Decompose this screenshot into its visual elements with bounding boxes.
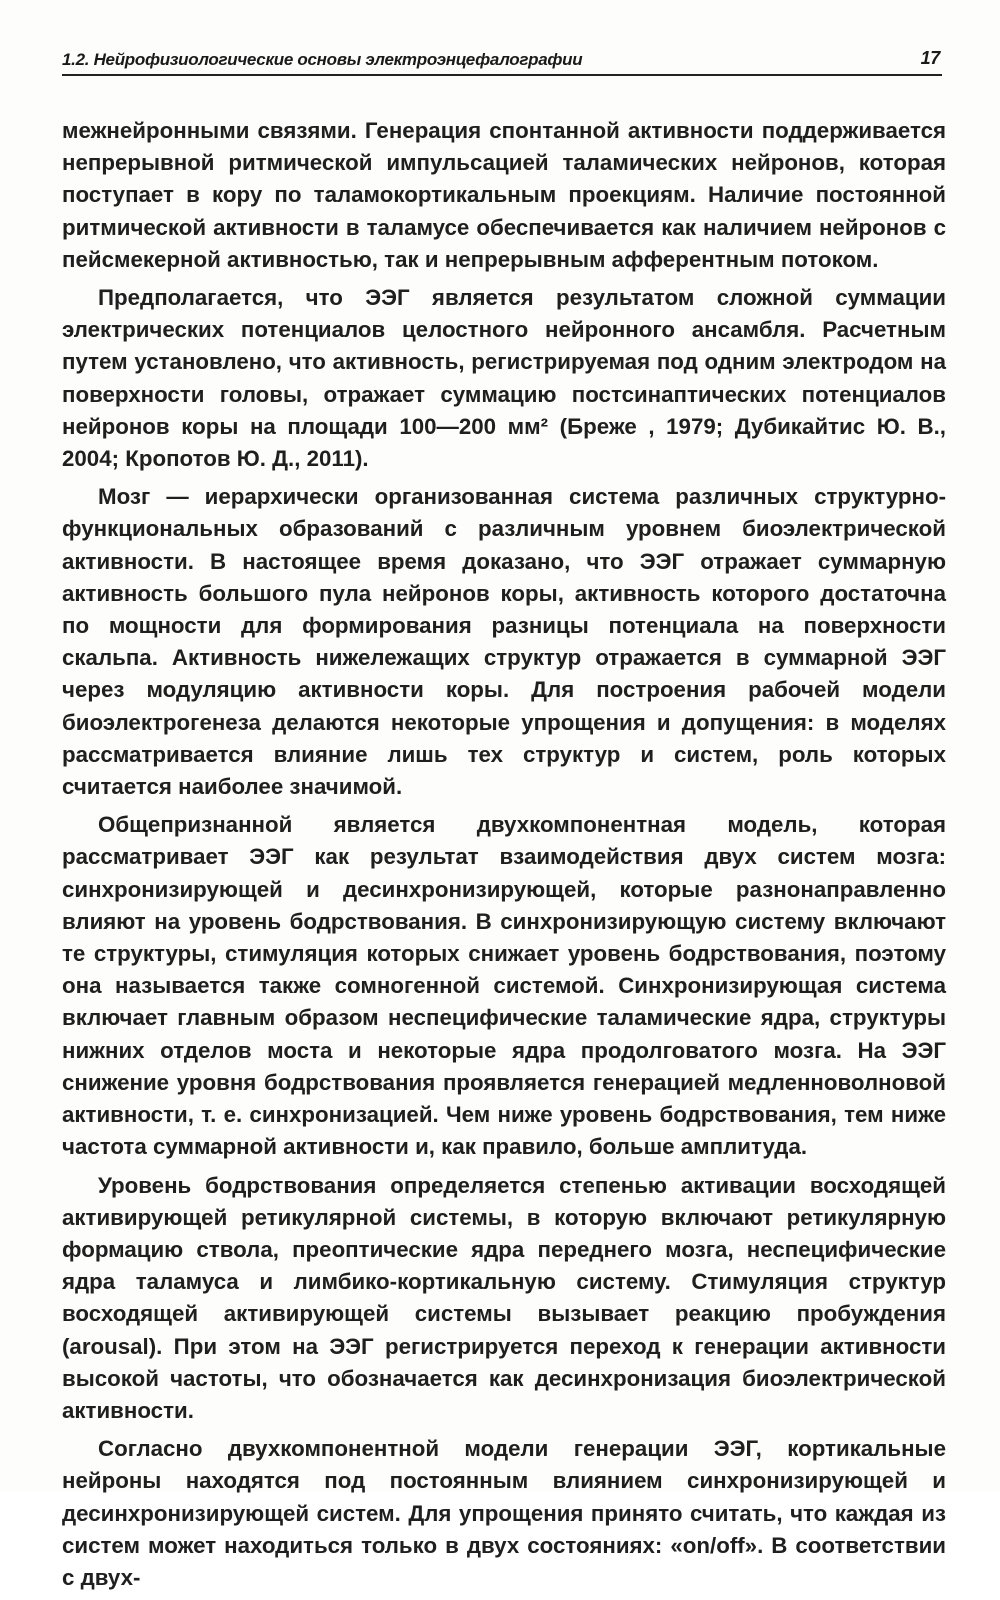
- paragraph: Мозг — иерархически организованная система различных структурно-функциональных образований с различным уровнем биоэлектрической активности. В настоящее время доказано, что ЭЭГ отражает суммарную активность большого пула нейронов коры, активность которого достаточна по мощности для формирования разницы потенциала на поверхности скальпа. Активность нижележащих структур отражается в суммарной ЭЭГ через модуляцию активности коры. Для построения рабочей модели биоэлектрогенеза делаются некоторые упрощения и допущения: в моделях рассматривается влияние лишь тех структур и систем, роль которых считается наиболее значимой.: [62, 484, 946, 800]
- paragraph: Уровень бодрствования определяется степенью активации восходящей активирующей ретикулярной системы, в которую включают ретикулярную формацию ствола, преоптические ядра переднего мозга, неспецифические ядра таламуса и лимбико-кортикальную систему. Стимуляция структур восходящей активирующей системы вызывает реакцию пробуждения (arousal). При этом на ЭЭГ регистрируется переход к генерации активности высокой частоты, что обозначается как десинхронизация биоэлектрической активности.: [62, 1172, 946, 1423]
- chapter-section-title: 1.2. Нейрофизиологические основы электроэнцефалографии: [62, 50, 583, 69]
- paragraph-continued: межнейронными связями. Генерация спонтанной активности поддерживается непрерывной ритмической импульсацией таламических нейронов, которая поступает в кору по таламокортикальным проекциям. Наличие постоянной ритмической активности в таламусе обеспечивается как наличием нейронов с пейсмекерной активностью, так и непрерывным афферентным потоком.: [62, 118, 946, 272]
- paragraph: Предполагается, что ЭЭГ является результатом сложной суммации электрических потенциалов целостного нейронного ансамбля. Расчетным путем установлено, что активность, регистрируемая под одним электродом на поверхности головы, отражает суммацию постсинаптических потенциалов нейронов коры на площади 100—200 мм² (Бреже , 1979; Дубикайтис Ю. В., 2004; Кропотов Ю. Д., 2011).: [62, 285, 946, 472]
- body-text: [62, 115, 946, 1600]
- running-header: [62, 44, 942, 76]
- page-number: 17: [920, 48, 940, 68]
- paragraph: Общепризнанной является двухкомпонентная модель, которая рассматривает ЭЭГ как результат взаимодействия двух систем мозга: синхронизирующей и десинхронизирующей, которые разнонаправленно влияют на уровень бодрствования. В синхронизирующую систему включают те структуры, стимуляция которых снижает уровень бодрствования, поэтому она называется также сомногенной системой. Синхронизирующая система включает главным образом неспецифические таламические ядра, структуры нижних отделов моста и некоторые ядра продолговатого мозга. На ЭЭГ снижение уровня бодрствования проявляется генерацией медленноволновой активности, т. е. синхронизацией. Чем ниже уровень бодрствования, тем ниже частота суммарной активности и, как правило, больше амплитуда.: [62, 812, 946, 1160]
- paragraph: Согласно двухкомпонентной модели генерации ЭЭГ, кортикальные нейроны находятся под постоянным влиянием синхронизирующей и десинхронизирующей систем. Для упрощения принято считать, что каждая из систем может находиться только в двух состояниях: «on/off». В соответствии с двух-: [62, 1436, 946, 1590]
